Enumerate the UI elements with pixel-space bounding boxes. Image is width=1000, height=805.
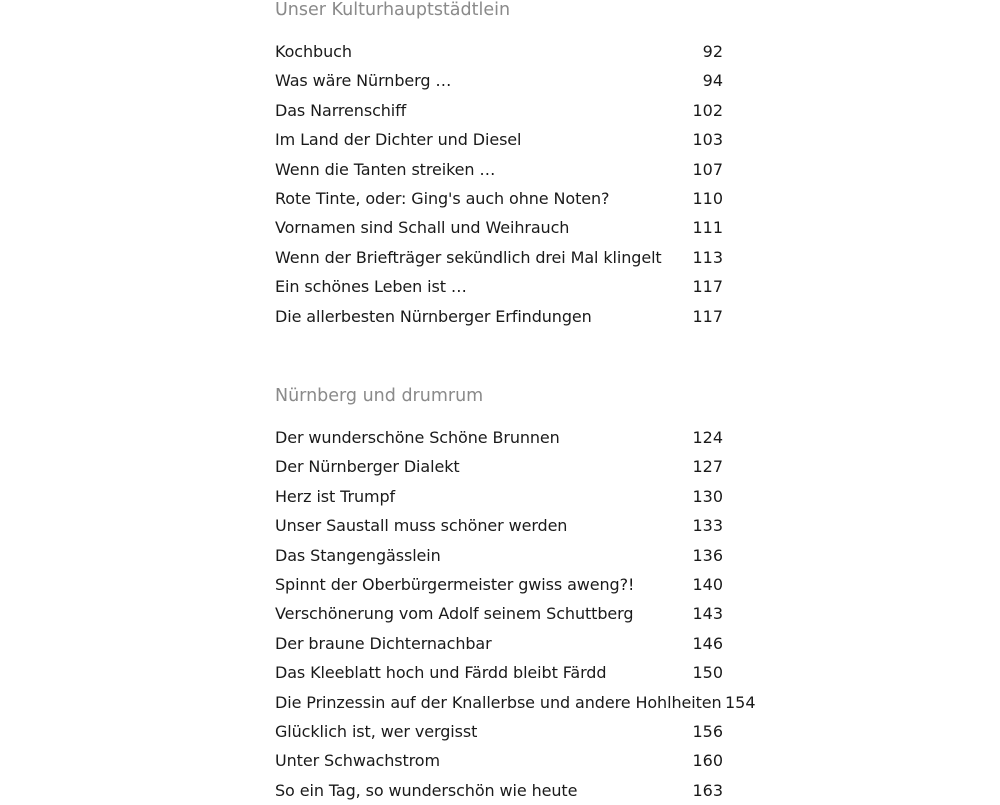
toc-section-nuernberg-und-drumrum [275, 384, 756, 805]
toc-entry[interactable] [275, 570, 725, 599]
toc-entry-list [275, 37, 725, 331]
section-title: Nürnberg und drumrum [275, 386, 484, 406]
toc-entry[interactable] [275, 243, 725, 272]
toc-entry-title: Der Nürnberger Dialekt [275, 457, 460, 477]
toc-entry-page: 113 [692, 247, 723, 267]
toc-entry[interactable] [275, 511, 725, 540]
toc-entry-page: 107 [692, 159, 723, 179]
toc-entry[interactable] [275, 423, 725, 452]
toc-entry[interactable] [275, 37, 725, 66]
toc-entry-page: 103 [692, 130, 723, 150]
toc-entry-title: Die Prinzessin auf der Knallerbse und andere Hohlheiten [275, 692, 722, 712]
toc-entry-title: Unter Schwachstrom [275, 751, 440, 771]
toc-entry[interactable] [275, 96, 725, 125]
table-of-contents [275, 0, 756, 800]
toc-entry[interactable] [275, 213, 725, 242]
toc-entry[interactable] [275, 688, 756, 717]
toc-entry-title: Glücklich ist, wer vergisst [275, 721, 478, 741]
toc-entry-title: Im Land der Dichter und Diesel [275, 130, 522, 150]
toc-entry[interactable] [275, 302, 725, 331]
toc-entry-title: Der braune Dichternachbar [275, 633, 492, 653]
toc-entry-page: 117 [692, 277, 723, 297]
toc-entry-page: 102 [692, 100, 723, 120]
toc-entry-page: 92 [702, 42, 723, 61]
toc-entry-title: Kochbuch [275, 42, 352, 61]
section-title: Unser Kulturhauptstädtlein [275, 0, 511, 20]
toc-entry-title: Das Stangengässlein [275, 545, 441, 565]
toc-entry-page: 154 [725, 692, 756, 712]
toc-entry[interactable] [275, 658, 725, 687]
toc-entry[interactable] [275, 184, 725, 213]
toc-entry-page: 111 [692, 218, 723, 238]
toc-entry-list [275, 423, 756, 805]
toc-entry-title: Das Kleeblatt hoch und Färdd bleibt Färdd [275, 663, 607, 683]
toc-entry-page: 136 [692, 545, 723, 565]
toc-entry[interactable] [275, 155, 725, 184]
toc-entry-page: 124 [692, 428, 723, 447]
toc-entry-page: 140 [692, 574, 723, 594]
toc-entry[interactable] [275, 66, 725, 95]
toc-entry[interactable] [275, 717, 725, 746]
toc-section-kulturhauptstaedtlein [275, 0, 725, 331]
toc-entry-page: 150 [692, 663, 723, 683]
toc-entry-page: 130 [692, 486, 723, 506]
toc-entry[interactable] [275, 629, 725, 658]
toc-entry[interactable] [275, 482, 725, 511]
toc-entry-title: Was wäre Nürnberg … [275, 71, 452, 91]
toc-entry-title: Herz ist Trumpf [275, 486, 396, 506]
toc-entry-title: Rote Tinte, oder: Ging's auch ohne Noten? [275, 188, 610, 208]
toc-entry-title: Die allerbesten Nürnberger Erfindungen [275, 306, 592, 326]
toc-entry[interactable] [275, 125, 725, 154]
toc-entry[interactable] [275, 272, 725, 301]
toc-entry-page: 133 [692, 516, 723, 536]
toc-entry-page: 143 [692, 604, 723, 624]
toc-entry-page: 117 [692, 306, 723, 326]
toc-entry-page: 146 [692, 633, 723, 653]
toc-entry-page: 160 [692, 751, 723, 771]
toc-entry[interactable] [275, 746, 725, 775]
toc-entry-title: Wenn der Briefträger sekündlich drei Mal klingelt [275, 247, 662, 267]
toc-entry-title: Das Narrenschiff [275, 100, 407, 120]
toc-entry-page: 110 [692, 188, 723, 208]
toc-entry-title: Ein schönes Leben ist … [275, 277, 467, 297]
toc-entry[interactable] [275, 541, 725, 570]
toc-entry[interactable] [275, 776, 725, 805]
toc-entry[interactable] [275, 599, 725, 628]
toc-entry-title: Verschönerung vom Adolf seinem Schuttberg [275, 604, 634, 624]
toc-entry-title: Vornamen sind Schall und Weihrauch [275, 218, 570, 238]
toc-entry[interactable] [275, 452, 725, 481]
toc-entry-page: 156 [692, 721, 723, 741]
toc-entry-page: 163 [692, 780, 723, 800]
toc-entry-title: Der wunderschöne Schöne Brunnen [275, 428, 560, 447]
toc-entry-title: Unser Saustall muss schöner werden [275, 516, 568, 536]
toc-entry-title: So ein Tag, so wunderschön wie heute [275, 780, 578, 800]
toc-entry-title: Wenn die Tanten streiken … [275, 159, 496, 179]
toc-entry-page: 94 [702, 71, 723, 91]
toc-entry-title: Spinnt der Oberbürgermeister gwiss aweng?! [275, 574, 635, 594]
toc-entry-page: 127 [692, 457, 723, 477]
